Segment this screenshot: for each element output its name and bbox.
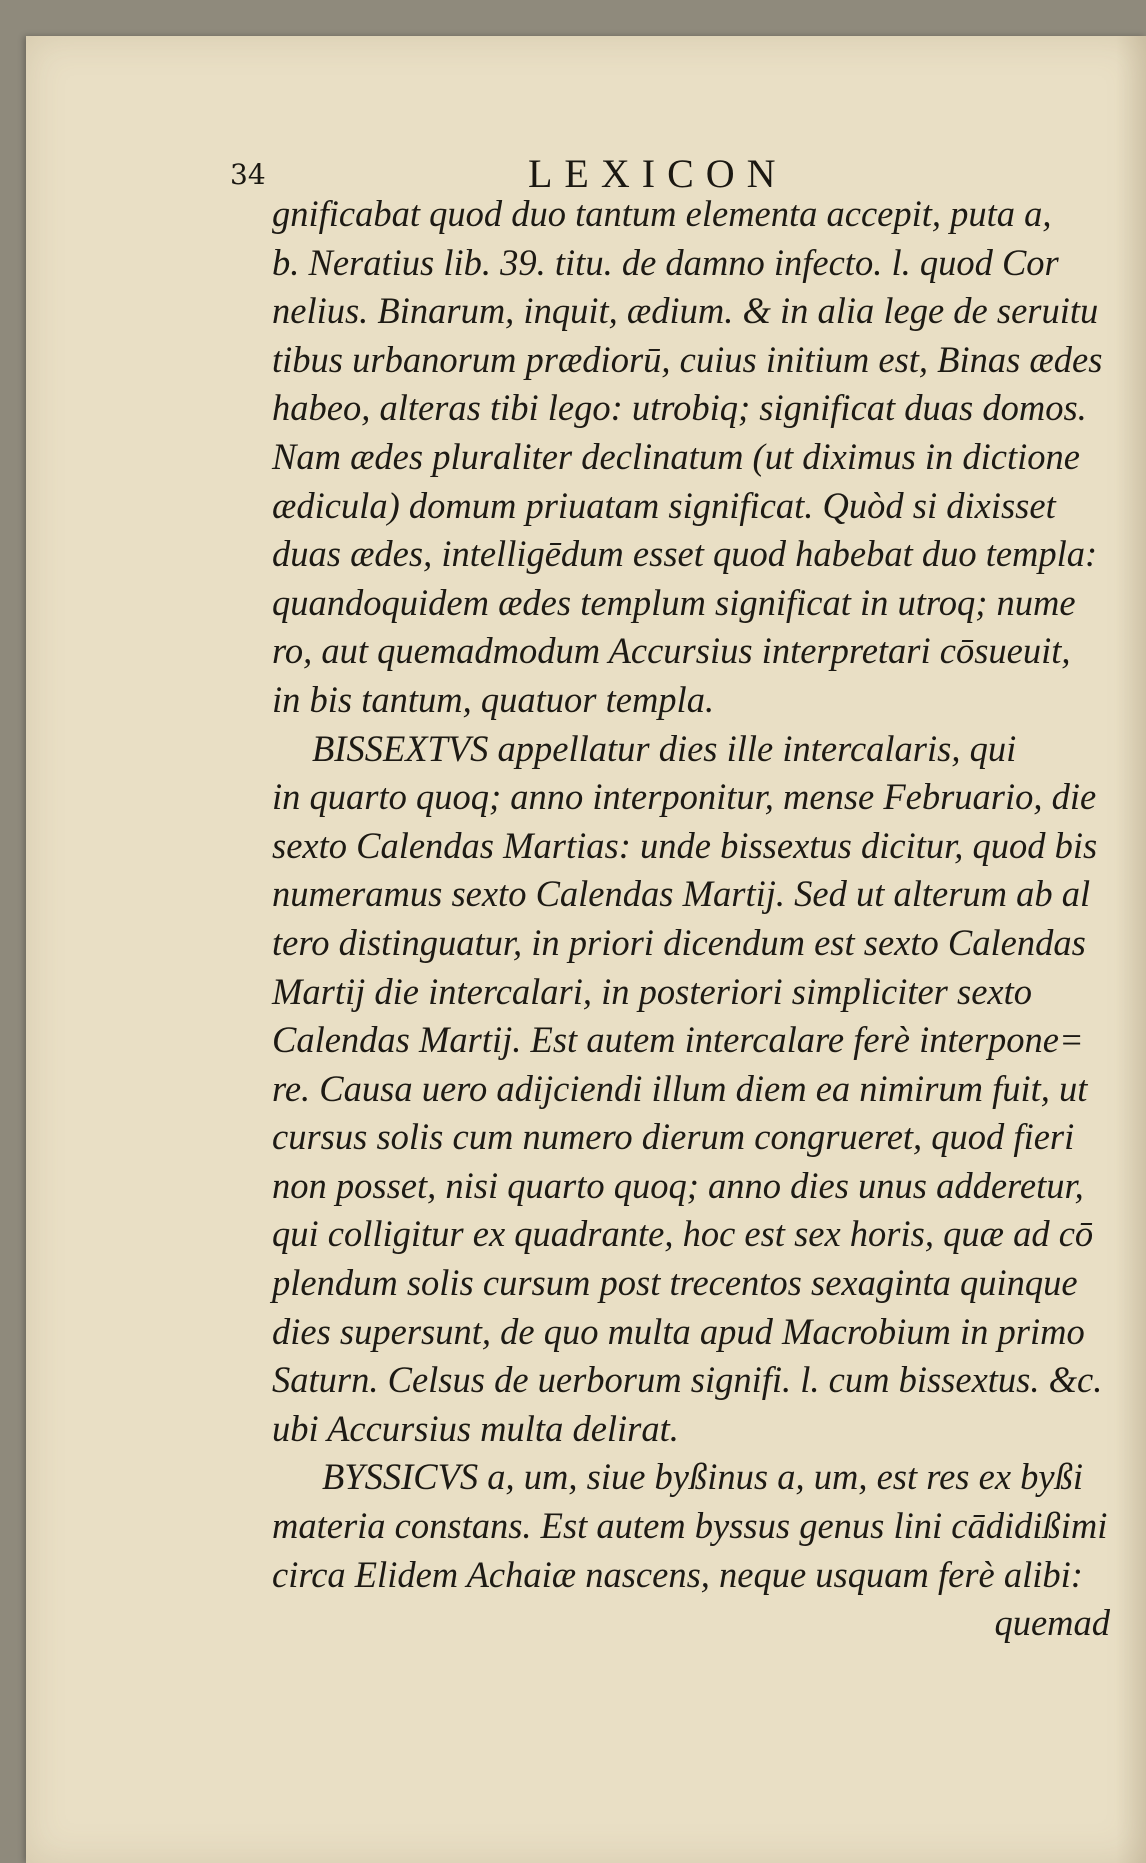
text-line: re. Causa uero adijciendi illum diem ea nimirum fuit, ut [272,1067,1088,1109]
text-line: duas ædes, intelligēdum esset quod habebat duo templa: [272,533,1098,575]
text-line: qui colligitur ex quadrante, hoc est sex horis, quæ ad cō [272,1213,1094,1255]
text-line: b. Neratius lib. 39. titu. de damno infecto. l. quod Cor [272,241,1059,283]
page-header [230,128,1110,196]
text-line: cursus solis cum numero dierum congrueret, quod fieri [272,1116,1075,1158]
text-line: dies supersunt, de quo multa apud Macrobium in primo [272,1310,1085,1352]
text-line: in quarto quoq; anno interponitur, mense Februario, die [272,776,1097,818]
text-line: non posset, nisi quarto quoq; anno dies unus adderetur, [272,1164,1084,1206]
text-line: Saturn. Celsus de uerborum signifi. l. cum bissextus. &c. [272,1359,1103,1401]
body-text [272,190,1110,1648]
entry-line-byssicus: BYSSICVS a, um, siue byßinus a, um, est res ex byßi [322,1456,1083,1498]
text-line: Martij die intercalari, in posteriori simpliciter sexto [272,970,1033,1012]
text-line: materia constans. Est autem byssus genus lini cādidißimi [272,1505,1108,1547]
text-line: ro, aut quemadmodum Accursius interpretari cōsueuit, [272,630,1071,672]
text-line: nelius. Binarum, inquit, ædium. & in alia lege de seruitu [272,290,1099,332]
entry-line-bissextus: BISSEXTVS appellatur dies ille intercalaris, qui [312,727,1017,769]
text-line: in bis tantum, quatuor templa. [272,678,715,720]
text-line: sexto Calendas Martias: unde bissextus dicitur, quod bis [272,824,1098,866]
text-line: circa Elidem Achaiæ nascens, neque usquam ferè alibi: [272,1553,1083,1595]
text-line: Calendas Martij. Est autem intercalare ferè interpone= [272,1019,1084,1061]
page-number: 34 [230,158,266,191]
running-head: LEXICON [528,151,788,196]
text-line: numeramus sexto Calendas Martij. Sed ut alterum ab al [272,873,1091,915]
text-line: plendum solis cursum post trecentos sexaginta quinque [272,1262,1078,1304]
text-line: gnificabat quod duo tantum elementa accepit, puta a, [272,193,1052,234]
catchword: quemad [994,1602,1110,1644]
text-line: habeo, alteras tibi lego: utrobiq; significat duas domos. [272,387,1087,429]
text-line: ædicula) domum priuatam significat. Quòd si dixisset [272,484,1056,526]
text-line: tero distinguatur, in priori dicendum est sexto Calendas [272,921,1086,963]
text-line: Nam ædes pluraliter declinatum (ut diximus in dictione [272,435,1080,477]
text-line: tibus urbanorum prædiorū, cuius initium est, Binas ædes [272,338,1103,380]
text-line: ubi Accursius multa delirat. [272,1407,679,1449]
text-line: quandoquidem ædes templum significat in utroq; nume [272,581,1076,623]
